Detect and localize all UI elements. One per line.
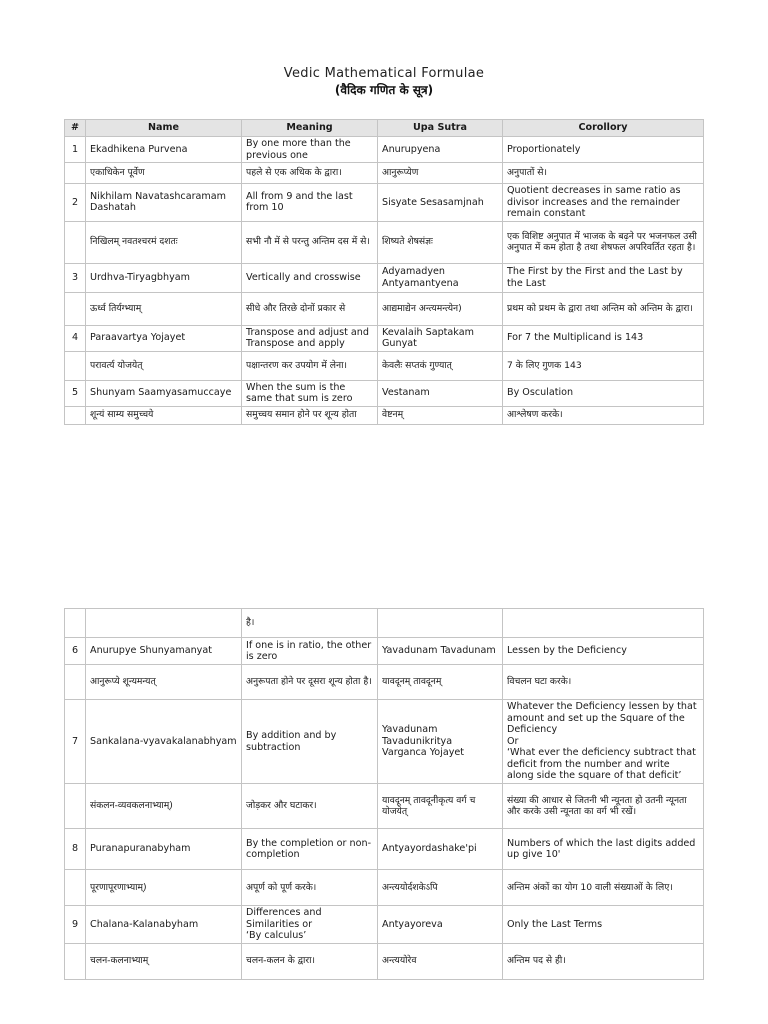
table-row [65, 943, 704, 979]
sutra-meaning-cell: Vertically and crosswise [242, 263, 378, 292]
sutra-name-cell: चलन-कलनाभ्याम् [86, 943, 242, 979]
sutra-meaning-cell: If one is in ratio, the other is zero [242, 638, 378, 665]
upa-sutra-cell: Yavadunam Tavadunam [378, 638, 503, 665]
document-title: Vedic Mathematical Formulae [283, 66, 485, 81]
document-subtitle: (वैदिक गणित के सूत्र) [334, 83, 434, 97]
upa-sutra-cell: Sisyate Sesasamjnah [378, 184, 503, 222]
sutra-name-cell: Ekadhikena Purvena [86, 137, 242, 163]
sutra-meaning-cell: All from 9 and the last from 10 [242, 184, 378, 222]
upa-sutra-cell: Adyamadyen Antyamantyena [378, 263, 503, 292]
table-row [65, 406, 704, 424]
row-number-cell: 6 [65, 638, 86, 665]
sutra-meaning-cell: By the completion or non-completion [242, 829, 378, 870]
corollary-cell: अनुपातों से। [503, 163, 704, 184]
table-row [65, 609, 704, 638]
sutra-meaning-cell: पहले से एक अधिक के द्वारा। [242, 163, 378, 184]
row-number-cell [65, 163, 86, 184]
table-row [65, 351, 704, 380]
column-header-number: # [65, 120, 86, 137]
table-row [65, 137, 704, 163]
column-header-corollary: Corollory [503, 120, 704, 137]
sutra-name-cell: परावर्त्य योजयेत् [86, 351, 242, 380]
table-header-row [65, 120, 704, 137]
upa-sutra-cell: शिष्यते शेषसंज्ञः [378, 221, 503, 263]
corollary-cell: Only the Last Terms [503, 906, 704, 944]
sutra-name-cell: संकलन-व्यवकलनाभ्याम्) [86, 784, 242, 829]
corollary-cell [503, 609, 704, 638]
sutra-name-cell [86, 609, 242, 638]
row-number-cell [65, 609, 86, 638]
sutra-name-cell: आनुरूप्ये शून्यमन्यत् [86, 665, 242, 700]
table-row [65, 221, 704, 263]
upa-sutra-cell: आनुरूप्येण [378, 163, 503, 184]
table-row [65, 829, 704, 870]
upa-sutra-cell: वेष्टनम् [378, 406, 503, 424]
sutra-name-cell: Paraavartya Yojayet [86, 325, 242, 351]
sutra-meaning-cell: सभी नौ में से परन्तु अन्तिम दस में से। [242, 221, 378, 263]
corollary-cell: Numbers of which the last digits added up give 10' [503, 829, 704, 870]
row-number-cell: 2 [65, 184, 86, 222]
column-header-upa-sutra: Upa Sutra [378, 120, 503, 137]
table-row [65, 380, 704, 406]
row-number-cell: 1 [65, 137, 86, 163]
corollary-cell: विचलन घटा करके। [503, 665, 704, 700]
corollary-cell: The First by the First and the Last by the Last [503, 263, 704, 292]
corollary-cell: Proportionately [503, 137, 704, 163]
row-number-cell [65, 292, 86, 325]
corollary-cell: आश्लेषण करके। [503, 406, 704, 424]
upa-sutra-cell: Vestanam [378, 380, 503, 406]
upa-sutra-cell: आद्यमाद्येन अन्त्यमन्त्येन) [378, 292, 503, 325]
sutra-meaning-cell: When the sum is the same that sum is zero [242, 380, 378, 406]
table-row [65, 163, 704, 184]
row-number-cell: 3 [65, 263, 86, 292]
corollary-cell: By Osculation [503, 380, 704, 406]
sutra-name-cell: एकाधिकेन पूर्वेण [86, 163, 242, 184]
row-number-cell [65, 406, 86, 424]
table-row [65, 870, 704, 906]
sutra-name-cell: Anurupye Shunyamanyat [86, 638, 242, 665]
corollary-cell: Lessen by the Deficiency [503, 638, 704, 665]
corollary-cell: अन्तिम अंकों का योग 10 वाली संख्याओं के लिए। [503, 870, 704, 906]
sutra-name-cell: Urdhva-Tiryagbhyam [86, 263, 242, 292]
row-number-cell [65, 221, 86, 263]
sutra-name-cell: शून्यं साम्य समुच्चये [86, 406, 242, 424]
row-number-cell [65, 351, 86, 380]
sutra-name-cell: Sankalana-vyavakalanabhyam [86, 700, 242, 784]
row-number-cell [65, 943, 86, 979]
upa-sutra-cell: Yavadunam Tavadunikritya Varganca Yojayet [378, 700, 503, 784]
table-row [65, 292, 704, 325]
sutra-meaning-cell: पक्षान्तरण कर उपयोग में लेना। [242, 351, 378, 380]
upa-sutra-cell: Anurupyena [378, 137, 503, 163]
row-number-cell: 7 [65, 700, 86, 784]
sutra-name-cell: Nikhilam Navatashcaramam Dashatah [86, 184, 242, 222]
row-number-cell: 4 [65, 325, 86, 351]
row-number-cell [65, 665, 86, 700]
column-header-meaning: Meaning [242, 120, 378, 137]
upa-sutra-cell: Antyayoreva [378, 906, 503, 944]
table-row [65, 638, 704, 665]
sutra-name-cell: Shunyam Saamyasamuccaye [86, 380, 242, 406]
sutra-meaning-cell: Transpose and adjust and Transpose and apply [242, 325, 378, 351]
corollary-cell: Quotient decreases in same ratio as divisor increases and the remainder remain constant [503, 184, 704, 222]
row-number-cell [65, 870, 86, 906]
table-row [65, 906, 704, 944]
row-number-cell: 8 [65, 829, 86, 870]
table-row [65, 325, 704, 351]
sutra-meaning-cell: सीधे और तिरछे दोनों प्रकार से [242, 292, 378, 325]
corollary-cell: प्रथम को प्रथम के द्वारा तथा अन्तिम को अन्तिम के द्वारा। [503, 292, 704, 325]
sutra-name-cell: Puranapuranabyham [86, 829, 242, 870]
sutra-meaning-cell: जोड़कर और घटाकर। [242, 784, 378, 829]
upa-sutra-cell [378, 609, 503, 638]
row-number-cell: 5 [65, 380, 86, 406]
upa-sutra-cell: अन्त्ययोरेव [378, 943, 503, 979]
corollary-cell: एक विशिष्ट अनुपात में भाजक के बढ़ने पर भजनफल उसी अनुपात में कम होता है तथा शेषफल अपरिवर्तित रहता है। [503, 221, 704, 263]
sutra-name-cell: ऊर्ध्व तिर्यग्भ्याम् [86, 292, 242, 325]
sutra-meaning-cell: अपूर्ण को पूर्ण करके। [242, 870, 378, 906]
sutra-meaning-cell: है। [242, 609, 378, 638]
sutra-meaning-cell: अनुरूपता होने पर दूसरा शून्य होता है। [242, 665, 378, 700]
upa-sutra-cell: Kevalaih Saptakam Gunyat [378, 325, 503, 351]
row-number-cell: 9 [65, 906, 86, 944]
document-title-block [0, 66, 768, 98]
upa-sutra-cell: केवलैः सप्तकं गुण्यात् [378, 351, 503, 380]
upa-sutra-cell: Antyayordashake'pi [378, 829, 503, 870]
sutra-table-part-1 [64, 119, 704, 425]
table-row [65, 263, 704, 292]
sutra-name-cell: पूरणापूरणाभ्याम्) [86, 870, 242, 906]
table-row [65, 665, 704, 700]
corollary-cell: Whatever the Deficiency lessen by that amount and set up the Square of the Deficiency Or ‘What ever the deficiency subtract that deficit from the number and write along side the square of that deficit’ [503, 700, 704, 784]
sutra-meaning-cell: Differences and Similarities or ‘By calculus’ [242, 906, 378, 944]
row-number-cell [65, 784, 86, 829]
sutra-meaning-cell: चलन-कलन के द्वारा। [242, 943, 378, 979]
corollary-cell: संख्या की आधार से जितनी भी न्यूनता हो उतनी न्यूनता और करके उसी न्यूनता का वर्ग भी रखें। [503, 784, 704, 829]
table-row [65, 184, 704, 222]
sutra-meaning-cell: समुच्चय समान होने पर शून्य होता [242, 406, 378, 424]
table-row [65, 784, 704, 829]
upa-sutra-cell: यावदूनम् तावदूनीकृत्य वर्ग च योजयेत् [378, 784, 503, 829]
column-header-name: Name [86, 120, 242, 137]
upa-sutra-cell: यावदूनम् तावदूनम् [378, 665, 503, 700]
corollary-cell: 7 के लिए गुणक 143 [503, 351, 704, 380]
sutra-meaning-cell: By one more than the previous one [242, 137, 378, 163]
sutra-name-cell: Chalana-Kalanabyham [86, 906, 242, 944]
sutra-name-cell: निखिलम् नवतश्चरमं दशतः [86, 221, 242, 263]
upa-sutra-cell: अन्त्ययोर्दशकेऽपि [378, 870, 503, 906]
corollary-cell: अन्तिम पद से ही। [503, 943, 704, 979]
corollary-cell: For 7 the Multiplicand is 143 [503, 325, 704, 351]
sutra-table-part-2 [64, 608, 704, 980]
sutra-meaning-cell: By addition and by subtraction [242, 700, 378, 784]
table-row [65, 700, 704, 784]
